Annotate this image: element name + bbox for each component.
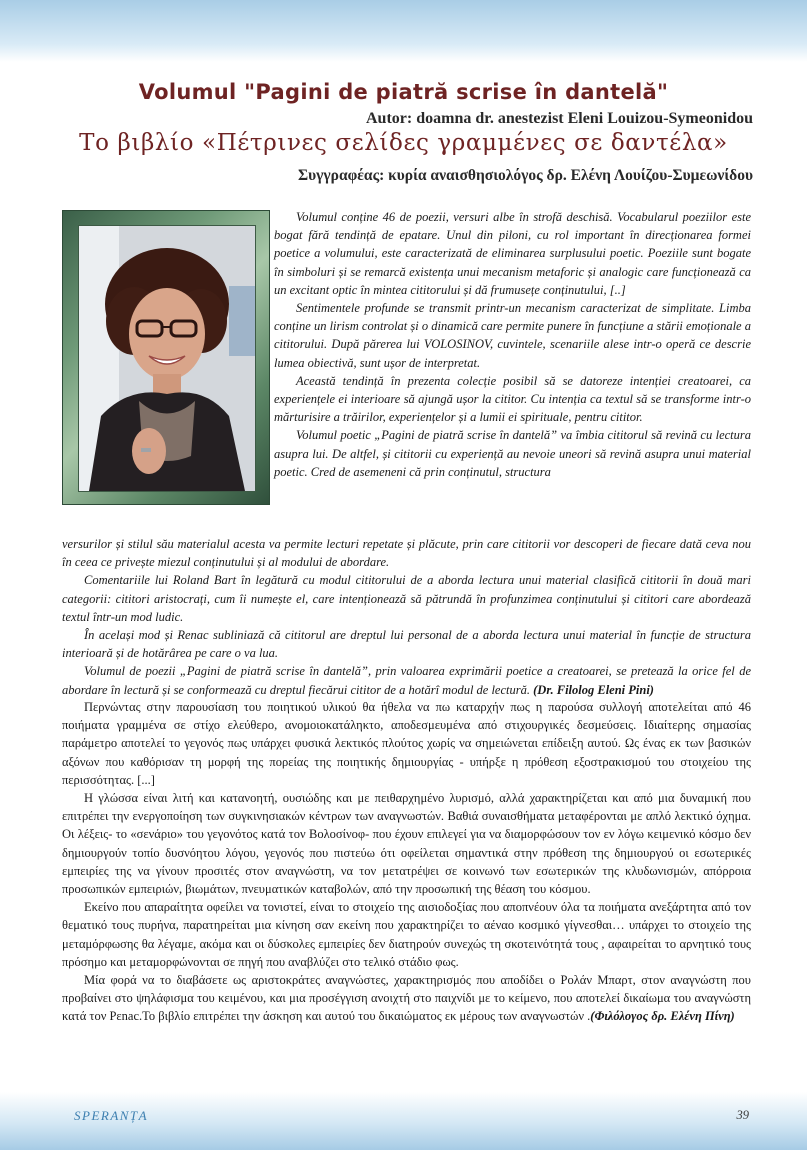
ro-paragraph-3: Această tendință în prezenta colecție posibil să se datoreze intenției creatoarei, ca experiențele ei interioare să ajungă ușor la cititor. Cu intenția ca textul să se transforme intr-o mărturisire a trăirilor, experiențelor și a lumii ei spirituale, pentru cititor.	[274, 373, 751, 425]
ro-paragraph-6: În același mod și Renac subliniază că cititorul are dreptul lui personal de a aborda lectura unui material în funcție de structura interioară și de hotărârea pe care o va lua.	[62, 628, 751, 661]
top-decor-band	[0, 0, 807, 62]
gr-paragraph-2: Η γλώσσα είναι λιτή και κατανοητή, ουσιώδης και με πειθαρχημένο λυρισμό, αλλά χαρακτηρίζεται και από μια δυναμική που επιτρέπει την ενεργοποίηση των συγκινησιακών κέντρων των αναγνωστών. Βαθιά συναισθήματα μεταφέρονται με απλό λεκτικό όχημα. Οι λέξεις- το «σενάριο» του γεγονότος κατά τον Βολοσίνοφ- που έχουν επιλεγεί για να διαμορφώσουν τον εν λόγω κειμενικό κόσμο δεν δημιουργούν τοπίο δυσνόητου λόγου, γεγονός που πιστεύω ότι οφείλεται σημαντικά στην πρόθεση της δημιουργού οι εσωτερικές εμπειρίες της να γίνουν προσιτές στον αναγνώστη, να τον μετατρέψει σε κοινωνό των εσωτερικών της κλυδωνισμών, απόρροια προσωπικών εμπειριών, βιωμάτων, πνευματικών καταβολών, από την προσωπική της θέαση του κόσμου.	[62, 791, 751, 897]
footer-page-number: 39	[736, 1108, 749, 1122]
romanian-wrapped-text	[274, 208, 751, 481]
gr-last-text: Μία φορά να το διαβάσετε ως αριστοκράτες αναγνώστες, χαρακτηρισμός που αποδίδει ο Ρολάν Μπαρτ, στον αναγνώστη που προβαίνει στο ψηλάφισμα του κειμένου, και μια προσέγγιση ανοιχτή στο παιχνίδι με το κείμενο, που αποτελεί δικαίωμα του αναγνώστη κατά τον Ρεnac.Το βιβλίο επιτρέπει την άσκηση και αυτού του δικαιώματος εκ μέρους των αναγνωστών .	[62, 973, 751, 1024]
ro-paragraph-5: Comentariile lui Roland Bart în legătură cu modul cititorului de a aborda lectura unui material clasifică cititorii în două mari categorii: cititori aristocrați, cum îi numește el, care intenționează să pătrundă în profunzimea conținutului și cititori care abordează textul într-un mod ludic.	[62, 573, 751, 624]
author-photo	[78, 225, 256, 492]
ro-paragraph-2: Sentimentele profunde se transmit printr-un mecanism caracterizat de simplitate. Limba conține un lirism controlat și o dinamică care permite punere în funcțiune a stării emoționale a cititorului. După părerea lui VOLOSINOV, cuvintele, scenariile alese intr-o operă ce descrie lumea obiectivă, sunt ușor de interpretat.	[274, 301, 751, 370]
title-romanian: Volumul "Pagini de piatră scrise în dantelă"	[138, 80, 669, 104]
author-greek: Συγγραφέας: κυρία αναισθησιολόγος δρ. Ελένη Λουίζου-Συμεωνίδου	[298, 167, 753, 184]
gr-paragraph-4	[62, 971, 751, 1026]
ro-paragraph-7	[62, 662, 751, 698]
greek-text	[62, 698, 751, 1026]
gr-paragraph-3: Εκείνο που απαραίτητα οφείλει να τονιστεί, είναι το στοιχείο της αισιοδοξίας που αποπνέουν όλα τα ποιήματα ανεξάρτητα από τον θεματικό τους πυρήνα, παρατηρείται μια κίνηση σαν εκείνη που χαρακτηρίζει το αέναο κοσμικό γίγνεσθαι… υπάρχει το στοιχείο της μεταμόρφωσης θα λέγαμε, ακόμα και οι δύσκολες εμπειρίες δεν διατηρούν συνεχώς τη σκοτεινότητά τους , αφαιρείται το αρνητικό τους πρόσημο και μεταμορφώνονται σε πηγή που αναβλύζει στο τελικό στάδιο φως.	[62, 900, 751, 969]
author-romanian: Autor: doamna dr. anestezist Eleni Louizou-Symeonidou	[366, 110, 753, 127]
ro-paragraph-4-top: Volumul poetic „Pagini de piatră scrise în dantelă” va îmbia cititorul să revină cu lectura asupra lui. De altfel, și cititorii cu experiență au nevoie uneori să revină asupra unui material poetic. Cred de asemeneni că prin conținutul, structura	[274, 428, 751, 479]
ro-last-text: Volumul de poezii „Pagini de piatră scrise în dantelă”, prin valoarea exprimării poetice a creatoarei, se pretează la orice fel de abordare în lectură și se conformează cu dreptul fiecărui cititor de a hotărî modul de lectură.	[62, 664, 751, 697]
photo-frame	[62, 210, 270, 505]
gr-paragraph-1: Περνώντας στην παρουσίαση του ποιητικού υλικού θα ήθελα να πω καταρχήν πως η παρούσα συλλογή αποτελείται από 46 ποιήματα γραμμένα σε στίχο ελεύθερο, ανομοιοκατάληκτο, αποδεσμευμένα από στιχουργικές δεσμεύσεις. Ιδιαίτερης σημασίας παράμετρο αποτελεί το γεγονός πως υπάρχει φυσικά λεκτικός πλούτος χωρίς να σημειώνεται επίδειξη αυτού. Ως ένας εκ των βασικών αξόνων που καθόρισαν τη μορφή της πορείας της ποιητικής δημιουργίας - υπήρξε η πρόθεση εξοστρακισμού του στοιχείου της περισσότητας. [...]	[62, 700, 751, 787]
ro-paragraph-4-bottom: versurilor și stilul său materialul acesta va permite lecturi repetate și plăcute, prin care cititorii vor descoperi de fiecare dată ceva nou în ceea ce privește miezul conținutului și al modului de abordare.	[62, 537, 751, 570]
romanian-full-text	[62, 535, 751, 699]
ro-paragraph-1: Volumul conține 46 de poezii, versuri albe în strofă deschisă. Vocabularul poeziilor este bogat fără tendință de epatare. Unul din piloni, cu rol important în direcționarea formei poetice a volumului, este caracterizată de eliminarea surplusului poetic. Poeziile sunt bogate în simboluri și se remarcă existența unui mecanism metaforic și analogic care funcționează ca un excitant optic în mintea cititorului și dă frumusețe conținutului, [..]	[274, 210, 751, 297]
footer-journal-name: SPERANȚA	[74, 1108, 149, 1123]
ro-signature: (Dr. Filolog Eleni Pini)	[533, 682, 654, 697]
title-greek: Το βιβλίο «Πέτρινες σελίδες γραμμένες σε δαντέλα»	[79, 130, 728, 156]
gr-signature: (Φιλόλογος δρ. Ελένη Πίνη)	[590, 1009, 735, 1024]
